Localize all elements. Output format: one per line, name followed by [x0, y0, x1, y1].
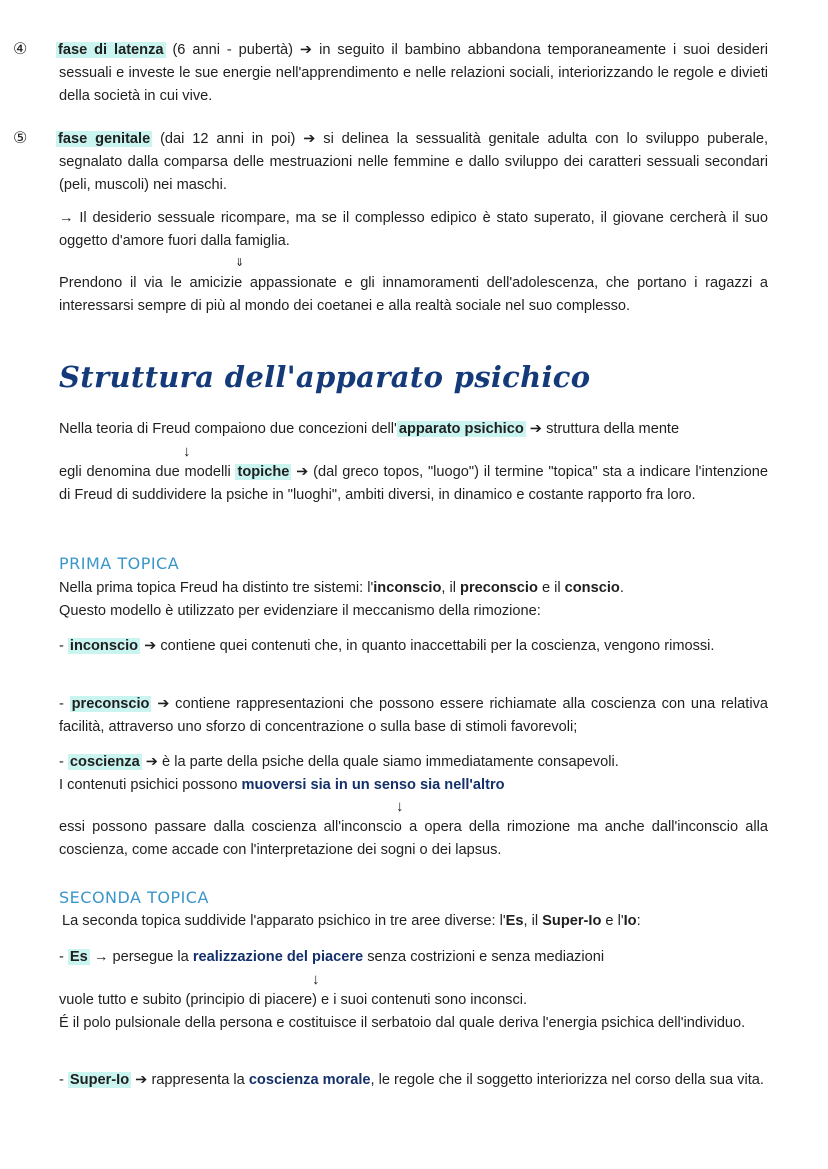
list-item-coscienza: - coscienza ➔ è la parte della psiche della quale siamo immediatamente consapevoli. I contenuti psichici possono muoversi sia in un senso sia nell'altro — [59, 754, 619, 793]
term-apparato-psichico: apparato psichico — [398, 421, 524, 437]
number-5: ⑤ — [13, 130, 28, 147]
term-super-io: Super-Io — [69, 1072, 130, 1088]
down-arrow: ↓ — [312, 971, 320, 988]
desire-paragraph: → Il desiderio sessuale ricompare, ma se il complesso edipico è stato superato, il giovane cercherà il suo oggetto d'amore fuori dalla famiglia. — [59, 210, 768, 249]
friendships-paragraph: Prendono il via le amicizie appassionate e gli innamoramenti dell'adolescenza, che portano i ragazzi a interessarsi sempre di più al mondo dei coetanei e alla realtà sociale nel suo complesso. — [59, 275, 768, 314]
es-description: vuole tutto e subito (principio di piacere) e i suoi contenuti sono inconsci. É il polo pulsionale della persona e costituisce il serbatoio dal quale deriva l'energia psichica dell'individuo. — [59, 992, 746, 1031]
down-arrow: ↓ — [183, 443, 191, 460]
genital-text: (dai 12 anni in poi) ➔ si delinea la sessualità genitale adulta con lo sviluppo puberale, segnalato dalla comparsa delle mestruazioni nelle femmine e dallo sviluppo dei caratteri sessuali secondari (peli, muscoli) nei maschi. — [59, 131, 768, 193]
term-preconscio: preconscio — [71, 696, 150, 712]
double-down-arrow: ⇓ — [235, 257, 245, 269]
prima-intro: Nella prima topica Freud ha distinto tre sistemi: l'inconscio, il preconscio e il conscio. Questo modello è utilizzato per evidenziare il meccanismo della rimozione: — [59, 580, 624, 619]
term-latency: fase di latenza — [58, 42, 164, 58]
heading-seconda-topica: SECONDA TOPICA — [59, 888, 209, 907]
topiche-paragraph: egli denomina due modelli topiche ➔ (dal greco topos, "luogo") il termine "topica" sta a indicare l'intenzione di Freud di suddividere la psiche in "luoghi", ambiti diversi, in dinamico e costante rapporto fra loro. — [59, 464, 768, 503]
highlight-coscienza-morale: coscienza morale — [248, 1072, 371, 1088]
phase-latency — [13, 38, 768, 108]
intro-line: Nella teoria di Freud compaiono due concezioni dell' apparato psichico ➔ struttura della mente — [59, 421, 680, 437]
list-item-inconscio: - inconscio ➔ contiene quei contenuti che, in quanto inaccettabili per la coscienza, vengono rimossi. — [59, 638, 715, 654]
phase-genital — [13, 127, 768, 197]
term-coscienza: coscienza — [69, 754, 140, 770]
term-topiche: topiche — [237, 464, 290, 480]
number-4: ④ — [13, 41, 28, 58]
term-genital: fase genitale — [58, 131, 151, 147]
highlight-muoversi: muoversi sia in un senso sia nell'altro — [241, 777, 505, 793]
latency-text: (6 anni - pubertà) ➔ in seguito il bambino abbandona temporaneamente i suoi desideri sessuali e investe le sue energie nell'apprendimento e nelle relazioni sociali, interiorizzando le regole e divieti della società in cui vive. — [59, 42, 768, 104]
highlight-piacere: realizzazione del piacere — [192, 949, 364, 965]
seconda-intro: La seconda topica suddivide l'apparato psichico in tre aree diverse: l'Es, il Super-Io e l'Io: — [62, 913, 641, 929]
list-item-es: - Es → persegue la realizzazione del piacere senza costrizioni e senza mediazioni — [59, 949, 605, 965]
list-item-preconscio: - preconscio ➔ contiene rappresentazioni che possono essere richiamate alla coscienza con una relativa facilità, attraverso uno sforzo di concentrazione o sulla base di stimoli favorevoli; — [59, 696, 768, 735]
term-inconscio: inconscio — [69, 638, 139, 654]
rimozione-paragraph: essi possono passare dalla coscienza all'inconscio a opera della rimozione ma anche dall'inconscio alla coscienza, come accade con l'interpretazione dei sogni o dei lapsus. — [59, 819, 768, 858]
term-es: Es — [69, 949, 88, 965]
heading-prima-topica: PRIMA TOPICA — [59, 554, 180, 573]
page-title: Struttura dell'apparato psichico — [59, 360, 591, 394]
down-arrow: ↓ — [396, 798, 404, 815]
list-item-super-io: - Super-Io ➔ rappresenta la coscienza morale, le regole che il soggetto interiorizza nel corso della sua vita. — [59, 1072, 764, 1088]
